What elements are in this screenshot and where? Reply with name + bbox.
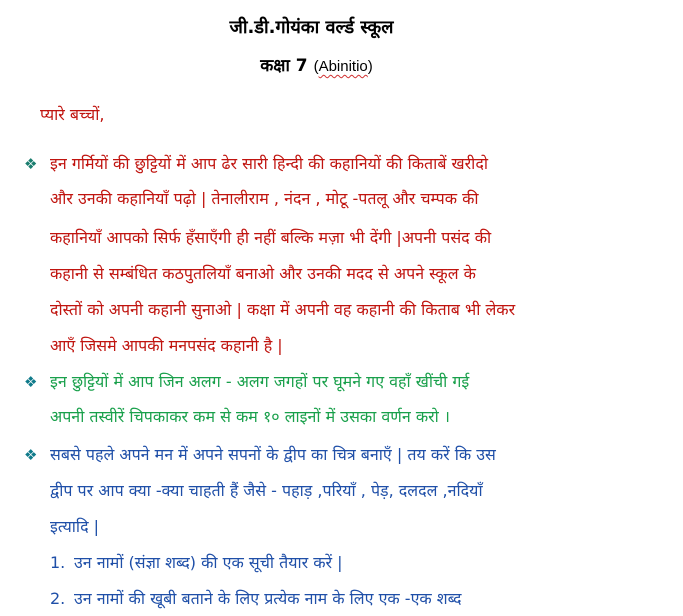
class-heading-inner: [260, 56, 373, 76]
class-label: कक्षा 7: [260, 56, 308, 76]
school-title-text: जी.डी.गोयंका वर्ल्ड स्कूल: [229, 17, 394, 38]
bullet-icon: ❖: [24, 446, 38, 464]
para1-line-5: दोस्तों को अपनी कहानी सुनाओ | कक्षा में अपनी वह कहानी की किताब भी लेकर: [50, 300, 516, 319]
school-title: [0, 14, 683, 42]
bullet-icon: ❖: [24, 155, 38, 173]
para2-line-1: इन छुट्टियों में आप जिन अलग - अलग जगहों पर घूमने गए वहाँ खींची गई: [50, 372, 470, 391]
class-name-group: [314, 58, 373, 75]
para1-line-6: आएँ जिसमे आपकी मनपसंद कहानी है |: [50, 336, 283, 355]
list-item-2: उन नामों की खूबी बताने के लिए प्रत्येक नाम के लिए एक -एक शब्द: [74, 589, 462, 608]
bullet-icon: ❖: [24, 373, 38, 391]
list-number-1: 1.: [50, 553, 66, 572]
para1-line-1: इन गर्मियों की छुट्टियों में आप ढेर सारी हिन्दी की कहानियों की किताबें खरीदो: [50, 154, 488, 173]
greeting: प्यारे बच्चों,: [40, 105, 105, 124]
para2-line-2: अपनी तस्वीरें चिपकाकर कम से कम १० लाइनों में उसका वर्णन करो ।: [50, 407, 450, 426]
class-heading: [0, 52, 683, 81]
para3-line-3: इत्यादि |: [50, 517, 100, 536]
para3-line-1: सबसे पहले अपने मन में अपने सपनों के द्वीप का चित्र बनाएँ | तय करें कि उस: [50, 445, 496, 464]
para3-line-2: द्वीप पर आप क्या -क्या चाहती हैं जैसे - पहाड़ ,परियाँ , पेड़, दलदल ,नदियाँ: [50, 481, 483, 500]
paren-open: (: [313, 58, 319, 75]
para1-line-2: और उनकी कहानियाँ पढ़ो | तेनालीराम , नंदन , मोटू -पतलू और चम्पक की: [50, 189, 479, 208]
para1-line-3: कहानियाँ आपको सिर्फ हँसाएँगी ही नहीं बल्कि मज़ा भी देंगी |अपनी पसंद की: [50, 228, 492, 247]
paren-close: ): [367, 58, 373, 75]
class-name: Abinitio: [318, 58, 368, 75]
list-item-1: उन नामों (संज्ञा शब्द) की एक सूची तैयार करें |: [74, 553, 343, 572]
list-number-2: 2.: [50, 589, 66, 608]
para1-line-4: कहानी से सम्बंधित कठपुतलियाँ बनाओ और उनकी मदद से अपने स्कूल के: [50, 264, 476, 283]
